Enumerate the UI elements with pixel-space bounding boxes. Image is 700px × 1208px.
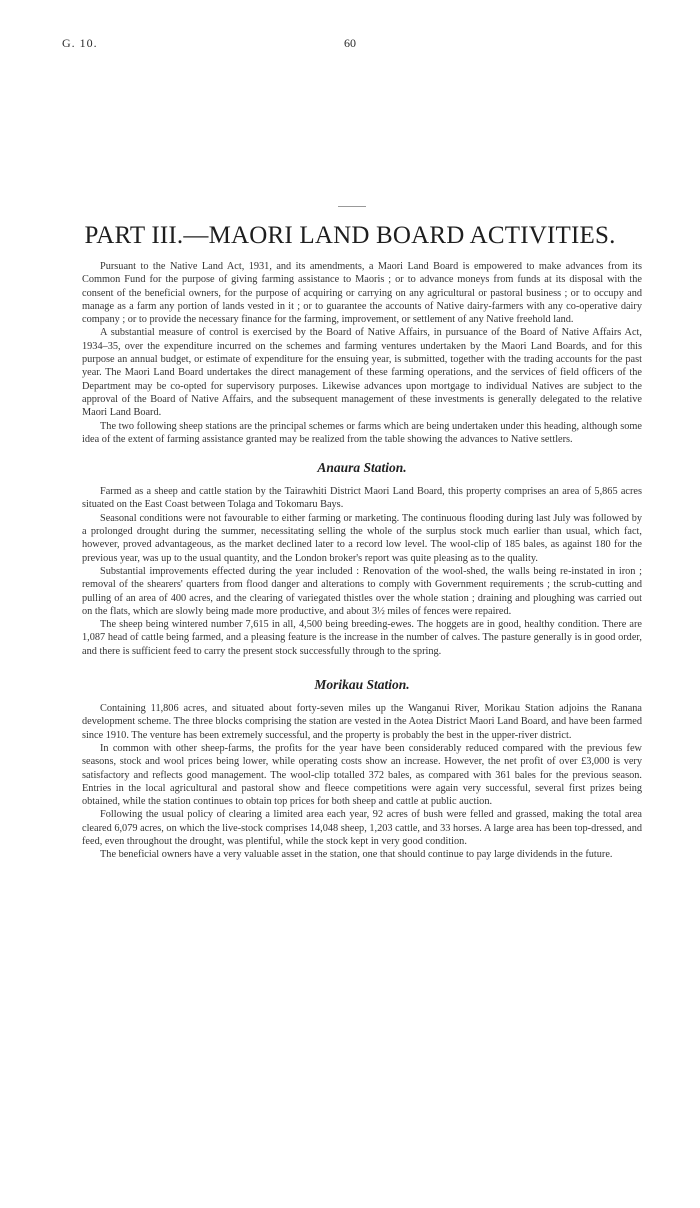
anaura-paragraph: Seasonal conditions were not favourable to either farming or marketing. The continuous flooding during last July was followed by a prolonged drought during the summer, necessitating selling the whole of the surplus stock much earlier than usual, which fact, however, proved advantageous, as the market declined later to a record low level. The wool-clip of 185 bales, as against 180 for the previous year, was up to the usual quantity, and the London broker's report was quite pleasing as to the quality. [82,512,642,564]
morikau-paragraph: The beneficial owners have a very valuable asset in the station, one that should continue to pay large dividends in the future. [100,849,613,861]
anaura-paragraph: Farmed as a sheep and cattle station by the Tairawhiti District Maori Land Board, this property comprises an area of 5,865 acres situated on the East Coast between Tolaga and Tokomaru Bays. [82,486,642,511]
page-header [0,36,700,50]
title-divider [338,206,366,207]
morikau-heading: Morikau Station. [314,677,410,693]
page-number: 60 [344,36,356,50]
intro-paragraph: A substantial measure of control is exercised by the Board of Native Affairs, in pursuance of the Board of Native Affairs Act, 1934–35, over the expenditure incurred on the schemes and farming ventures undertaken by the Maori Land Boards, and for this purpose an annual budget, or estimate of expenditure for the ensuing year, is submitted, together with the trading accounts for the past year. The Maori Land Board undertakes the direct management of these farming operations, and the services of field officers of the Department may be co-opted for supervisory purposes. Likewise advances upon mortgage to individual Natives are subject to the approval of the Board of Native Affairs, and the subsequent management of these investments is generally delegated to the relative Maori Land Board. [82,327,642,419]
morikau-section [82,677,642,862]
document-body [82,260,642,862]
intro-paragraph: The two following sheep stations are the principal schemes or farms which are being undertaken under this heading, although some idea of the extent of farming assistance granted may be realized from the table showing the advances to Native settlers. [82,420,642,445]
morikau-paragraph: In common with other sheep-farms, the profits for the year have been considerably reduced compared with the previous few seasons, stock and wool prices being lower, while operating costs show an increase. However, the net profit of over £3,000 is very satisfactory and reflects good management. The wool-clip totalled 372 bales, as compared with 361 bales for the previous season. Entries in the local agricultural and pastoral show and fleece competitions were again very successful, several first prizes being obtained, while the station continues to obtain top prices for both sheep and cattle at public auction. [82,742,642,808]
part-title: PART III.—MAORI LAND BOARD ACTIVITIES. [84,222,616,249]
document-reference: G. 10. [62,36,98,50]
anaura-section [82,460,642,658]
anaura-paragraph: Substantial improvements effected during the year included : Renovation of the wool-shed, the walls being re-instated in iron ; removal of the shearers' quarters from flood danger and alterations to comply with Government requirements ; the scrub-cutting and pulling of an area of 400 acres, and the clearing of variegated thistles over the whole station ; draining and ploughing was carried out on the flats, which are slowly being made more productive, and about 3½ miles of fences were repaired. [82,565,642,617]
anaura-paragraph: The sheep being wintered number 7,615 in all, 4,500 being breeding-ewes. The hoggets are in good, healthy condition. There are 1,087 head of cattle being farmed, and a pleasing feature is the increase in the number of calves. The pasture generally is in good order, and there is sufficient feed to carry the present stock successfully through to the spring. [82,619,642,657]
anaura-heading: Anaura Station. [317,460,407,476]
morikau-paragraph: Following the usual policy of clearing a limited area each year, 92 acres of bush were felled and grassed, making the total area cleared 6,079 acres, on which the live-stock comprises 14,048 sheep, 1,203 cattle, and 33 horses. A large area has been top-dressed, and feed, even throughout the drought, was plentiful, while the stock kept in very good condition. [82,809,642,847]
intro-section [82,260,642,446]
intro-paragraph: Pursuant to the Native Land Act, 1931, and its amendments, a Maori Land Board is empowered to make advances from its Common Fund for the purpose of giving farming assistance to Maoris ; or to advance moneys from funds at its disposal with the consent of the beneficial owners, for the purpose of acquiring or carrying on any agricultural or pastoral business ; or to occupy and manage as a farm any portion of lands vested in it ; or to guarantee the accounts of Native dairy-farmers with any co-operative dairy company ; or to provide the necessary finance for the farming, improvement, or settlement of any Native freehold land. [82,261,642,326]
morikau-paragraph: Containing 11,806 acres, and situated about forty-seven miles up the Wanganui River, Morikau Station adjoins the Ranana development scheme. The three blocks comprising the station are vested in the Aotea District Maori Land Board, and have been farmed since 1910. The venture has been extremely successful, and the property is probably the best in the upper-river district. [82,703,642,741]
